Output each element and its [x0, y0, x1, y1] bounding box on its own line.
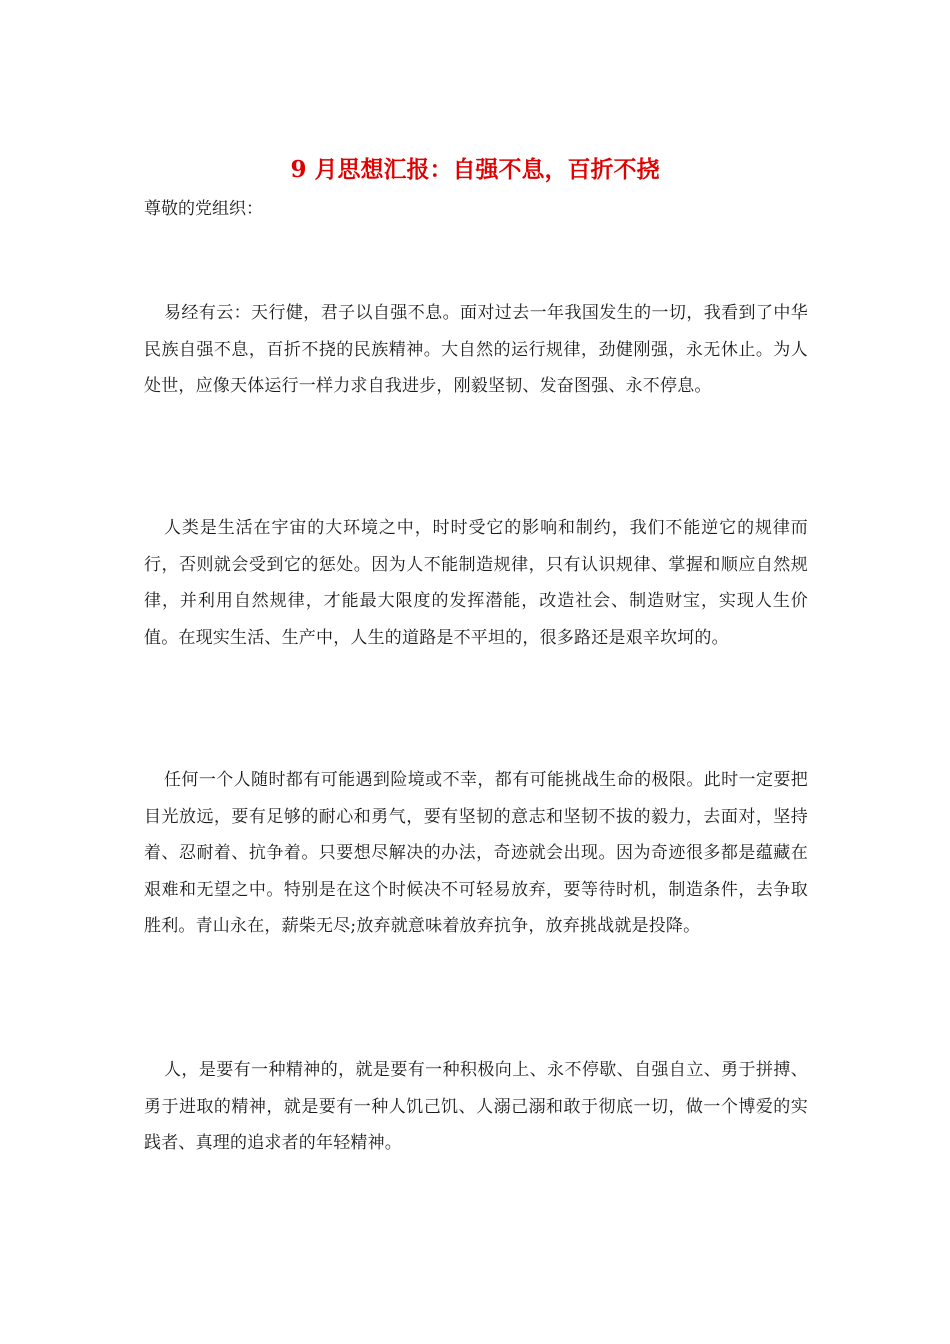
paragraph-1: 易经有云：天行健，君子以自强不息。面对过去一年我国发生的一切，我看到了中华民族自强不息，百折不挠的民族精神。大自然的运行规律，劲健刚强，永无休止。为人处世，应像天体运行一样力求自我进步，刚毅坚韧、发奋图强、永不停息。 [144, 303, 808, 396]
document-title: 9 月思想汇报：自强不息，百折不挠 [290, 156, 660, 183]
paragraph-3: 任何一个人随时都有可能遇到险境或不幸，都有可能挑战生命的极限。此时一定要把目光放远，要有足够的耐心和勇气，要有坚韧的意志和坚韧不拔的毅力，去面对，坚持着、忍耐着、抗争着。只要想尽解决的办法，奇迹就会出现。因为奇迹很多都是蕴藏在艰难和无望之中。特别是在这个时候决不可轻易放弃，要等待时机，制造条件，去争取胜利。青山永在，薪柴无尽;放弃就意味着放弃抗争，放弃挑战就是投降。 [144, 770, 808, 936]
paragraph-4: 人，是要有一种精神的，就是要有一种积极向上、永不停歇、自强自立、勇于拼搏、勇于进取的精神，就是要有一种人饥己饥、人溺己溺和敢于彻底一切，做一个博爱的实践者、真理的追求者的年轻精神。 [144, 1060, 808, 1153]
salutation: 尊敬的党组织： [144, 199, 263, 219]
paragraph-2: 人类是生活在宇宙的大环境之中，时时受它的影响和制约，我们不能逆它的规律而行，否则就会受到它的惩处。因为人不能制造规律，只有认识规律、掌握和顺应自然规律，并利用自然规律，才能最大限度的发挥潜能，改造社会、制造财宝，实现人生价值。在现实生活、生产中，人生的道路是不平坦的，很多路还是艰辛坎坷的。 [144, 518, 808, 648]
